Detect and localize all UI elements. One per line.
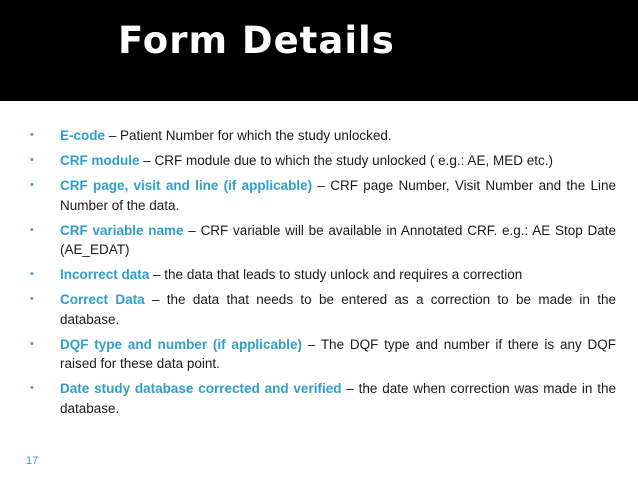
bullet-icon: • — [30, 179, 34, 191]
bullet-text: the data that needs to be entered as a correction to be made in the database. — [60, 292, 617, 327]
bullet-separator: – — [312, 178, 331, 193]
bullet-term: DQF type and number (if applicable) — [60, 336, 302, 352]
bullet-text: the date when correction was made in the database. — [60, 381, 616, 416]
bullet-icon: • — [30, 293, 34, 305]
bullet-item-incorrect-data — [26, 265, 616, 285]
bullet-item-ecode — [26, 126, 616, 146]
bullet-text: The DQF type and number if there is any DQF raised for these data point. — [60, 336, 616, 371]
bullet-icon: • — [30, 382, 34, 394]
bullet-separator: – — [149, 267, 165, 282]
bullet-item-dqf-type — [26, 335, 616, 374]
bullet-icon: • — [30, 337, 34, 350]
bullet-separator: – — [183, 222, 201, 238]
bullet-term: CRF module — [60, 153, 140, 168]
bullet-term: Correct Data — [60, 292, 145, 307]
bullet-item-correct-data — [26, 290, 616, 329]
bullet-term: E-code — [60, 128, 106, 143]
title-band — [0, 0, 638, 101]
bullet-item-crf-module — [26, 151, 616, 171]
bullet-icon: • — [30, 129, 34, 141]
bullet-separator: – — [301, 336, 321, 352]
bullet-item-crf-page — [26, 176, 616, 215]
bullet-term: Date study database corrected and verified — [60, 381, 342, 396]
bullet-item-crf-variable — [26, 221, 616, 260]
bullet-text: Patient Number for which the study unlocked. — [120, 128, 392, 143]
bullet-term: Incorrect data — [60, 267, 150, 282]
bullet-text: the data that leads to study unlock and requires a correction — [164, 267, 523, 282]
bullet-term: CRF page, visit and line (if applicable) — [60, 178, 313, 193]
bullet-list — [26, 126, 616, 424]
bullet-separator: – — [341, 381, 359, 396]
bullet-icon: • — [30, 268, 34, 280]
bullet-separator: – — [144, 292, 167, 307]
bullet-term: CRF variable name — [60, 222, 184, 238]
bullet-icon: • — [30, 154, 34, 166]
bullet-item-date-corrected — [26, 379, 616, 418]
bullet-text: CRF module due to which the study unlocked ( e.g.: AE, MED etc.) — [154, 153, 553, 168]
slide-title: Form Details — [118, 19, 395, 62]
bullet-separator: – — [139, 153, 155, 168]
bullet-text: CRF page Number, Visit Number and the Line Number of the data. — [60, 178, 616, 213]
bullet-icon: • — [30, 223, 34, 236]
page-number: 17 — [26, 455, 39, 467]
bullet-separator: – — [105, 128, 121, 143]
bullet-text: CRF variable will be available in Annotated CRF. e.g.: AE Stop Date (AE_EDAT) — [60, 222, 617, 257]
